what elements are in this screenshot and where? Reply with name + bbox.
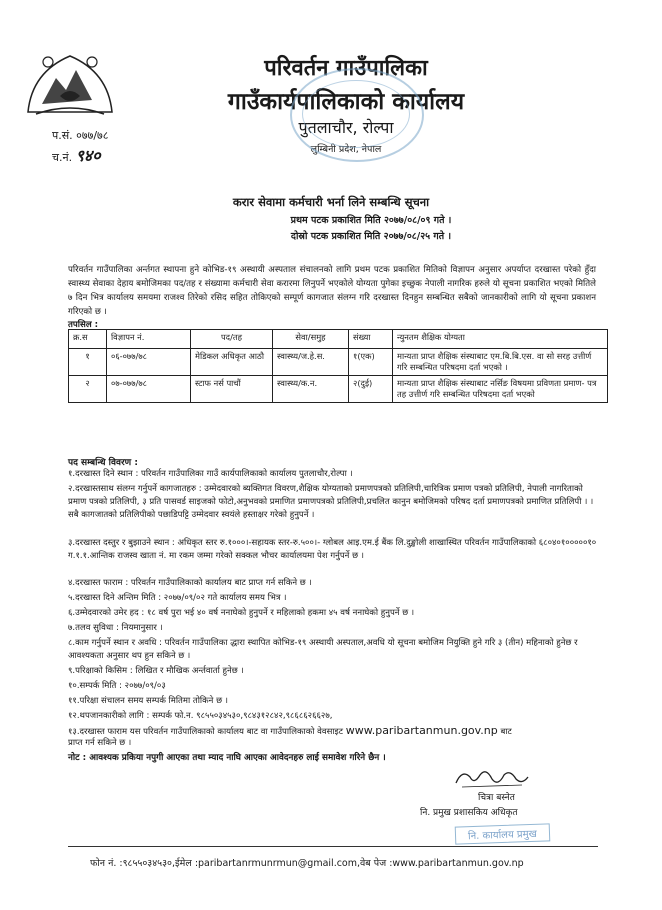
municipality-name: परिवर्तन गाउँपालिका <box>264 56 428 81</box>
table-cell: २ <box>69 376 107 403</box>
notice-intro-paragraph: परिवर्तन गाउँपालिका अर्न्तगत स्थापना हुने कोभिड-१९ अस्थायी अस्पताल संचालनको लागि प्रथम पटक प्रकाशित मितिको विज्ञापन अनुसार अपर्याप्त दरखास्त परेको हुँदा स्वास्थ्य सेवाका देहाय बमोजिमका पद/तह र संख्यामा कर्मचारी सेवा करारमा लिनुपर्ने भएकोले योग्यता पुगेका इच्छुक नेपाली नागरिक हरुले यो सूचना प्रकाशित भएको मितिले ७ दिन भित्र कार्यालय समयमा राजश्व तिरेको रसिद सहित तोकिएको सम्पूर्ण कागजात संलग्न गरि दरखास्त दिनहुन सम्बन्धित सबैको जानकारीको लागि यो सूचना प्रकाशन गरिएको छ । <box>68 265 596 317</box>
detail-item: ८.काम गर्नुपर्ने स्थान र अवधि : परिवर्तन गाउँपालिका द्धारा स्थापित कोभिड-१९ अस्थायी अस्पताल,अवधि यो सूचना बमोजिम नियुक्ति हुने गरि ३ (तीन) महिनाको हुनेछ र आवश्यकता अनुसार थप हुन सकिने छ । <box>68 638 578 661</box>
office-name: गाउँकार्यपालिकाको कार्यालय <box>227 89 465 115</box>
positions-table <box>68 329 608 403</box>
detail-item: ९.परिक्षाको किसिम : लिखित र मौखिक अर्न्तवार्ता हुनेछ । <box>68 666 244 676</box>
website-link[interactable]: www.paribartanmun.gov.np <box>345 724 498 737</box>
detail-item: २.दरखास्तसाथ संलग्न गर्नुपर्ने कागजातहरु : उम्मेदवारको ब्यक्तिगत विवरण,शैक्षिक योग्यताको प्रमाणपत्रको प्रतिलिपी,चारित्रिक प्रमाण पत्रको प्रतिलिपी, नेपाली नागरिताको प्रमाण पत्रको प्रतिलिपी, ३ प्रति पासवर्ड साइजको फोटो,अनुभवको प्रमाणित प्रमाणपत्रको प्रतिलिपी,प्रचलित कानुन बमोजिमको परिषद दर्ता प्रमाणपत्रको प्रमाणित प्रतिलिपी । । सबै कागजातको प्रतिलिपीको पछाडिपट्टि उम्मेदवार स्वयंले हस्ताक्षर गरेको हुनुपर्ने । <box>68 484 594 520</box>
signatory-name: चित्रा बस्नेत <box>478 793 515 803</box>
table-row <box>69 376 608 403</box>
detail-item: ५.दरखास्त दिने अन्तिम मिति : २०७७/०९/०२ गते कार्यालय समय भित्र । <box>68 593 287 603</box>
detail-item: ११.परिक्षा संचालन समय सम्पर्क मितिमा तोकिने छ । <box>68 696 228 706</box>
notice-title: करार सेवामा कर्मचारी भर्ना लिने सम्बन्धि सूचना <box>232 195 430 209</box>
designation-stamp: नि. कार्यालय प्रमुख <box>455 823 550 844</box>
table-cell: स्वास्थ्य/क.न. <box>273 376 349 403</box>
col-header-service: सेवा/समुह <box>273 330 349 349</box>
table-header-row <box>69 330 608 349</box>
table-cell: ०७-०७७/७८ <box>107 376 191 403</box>
detail-item-13-text: १३.दरखास्त फाराम यस परिवर्तन गाउँपालिकाको कार्यालय बाट वा गाउँपालिकाको वेवसाइट <box>68 727 344 737</box>
office-location: पुतलाचौर, रोल्पा <box>298 118 394 137</box>
detail-item: ४.दरखास्त फाराम : परिवर्तन गाउँपालिकाको कार्यालय बाट प्राप्त गर्न सकिने छ । <box>68 578 312 588</box>
col-header-post: पद/तह <box>191 330 273 349</box>
dispatch-value: ९४० <box>75 146 101 165</box>
detail-item: १.दरखास्त दिने स्थान : परिवर्तन गाउँपालिका गाउँ कार्यपालिकाको कार्यालय पुतलाचौर,रोल्पा । <box>68 469 353 479</box>
table-cell: १ <box>69 349 107 376</box>
table-cell: १(एक) <box>349 349 393 376</box>
details-heading: पद सम्बन्धि विवरण : <box>68 458 138 468</box>
col-header-ad-no: विज्ञापन नं. <box>107 330 191 349</box>
footer-divider <box>68 846 598 847</box>
table-cell: मेडिकल अधिकृत आठौ <box>191 349 273 376</box>
office-seal-inner <box>302 80 410 148</box>
table-row <box>69 349 608 376</box>
signatory-designation: नि. प्रमुख प्रशासकिय अधिकृत <box>420 808 518 818</box>
col-header-qualification: न्युनतम शैक्षिक योग्यता <box>393 330 608 349</box>
col-header-sn: क्र.स <box>69 330 107 349</box>
dispatch-label: च.नं. <box>52 151 73 164</box>
detail-item: ६.उम्मेदवारको उमेर हद : १८ वर्ष पुरा भई ४० वर्ष ननाघेको हुनुपर्ने र महिलाको हकमा ४५ वर्ष ननाघेको हुनुपर्ने छ । <box>68 608 415 618</box>
second-publish-date: दोस्रो पटक प्रकाशित मिति २०७७/०८/२५ गते । <box>290 231 452 242</box>
website-suffix: बाट <box>500 727 512 737</box>
detail-item: १२.थपजानकारीको लागि : सम्पर्क फो.न. ९८५५०३४५३०,९८४३१२८४२,९८६८६२६६२७, <box>68 711 333 721</box>
signature-icon <box>452 765 532 791</box>
table-cell: ०६-०७७/७८ <box>107 349 191 376</box>
detail-item: ३.दरखास्त दस्तुर र बुझाउने स्थान : अधिकृत स्तर रु.१०००।-सहायक स्तर-रु.५००।- ग्लोबल आइ.एम.ई बैंक लि.दुङ्खोली शाखास्थित परिवर्तन गाउँपालिकाको ६८०४०१०००००१० ग.१.१.आन्तिक राजस्व खाता नं. मा रकम जम्मा गरेको सक्कल भौचर कार्यालयमा पेश गर्नुपर्ने छ । <box>68 538 597 561</box>
table-cell: स्टाफ नर्स पाचौं <box>191 376 273 403</box>
province: लुम्बिनी प्रदेश, नेपाल <box>310 144 382 155</box>
note: नोट : आवश्यक प्रकिया नपुगी आएका तथा म्याद नाघि आएका आवेदनहरु लाई समावेश गरिने छैन । <box>68 753 386 763</box>
table-cell: स्वास्थ्य/ज.हे.स. <box>273 349 349 376</box>
detail-item: १०.सम्पर्क मिति : २०७७/०९/०३ <box>68 681 166 691</box>
table-cell: २(दुई) <box>349 376 393 403</box>
dispatch-number <box>52 144 101 166</box>
detail-item: प्राप्त गर्न सकिने छ । <box>68 738 132 748</box>
table-cell: मान्यता प्राप्त शैक्षिक संस्थाबाट नर्सिङ विषयमा प्रविणता प्रमाण- पत्र तह उत्तीर्ण गरि सम्बन्धित परिषदमा दर्ता भएको <box>393 376 608 403</box>
tapsil-label: तपसिल : <box>68 320 99 330</box>
col-header-count: संख्या <box>349 330 393 349</box>
detail-item: ७.तलव सुविधा : नियमानुसार । <box>68 623 163 633</box>
reference-number: प.सं. ०७७/७८ <box>52 129 109 142</box>
first-publish-date: प्रथम पटक प्रकाशित मिति २०७७/०८/०९ गते । <box>290 215 452 226</box>
footer-contact: फोन नं. :९८५५०३४५३०,ईमेल :paribartanrmunrmun@gmail.com,वेब पेज :www.paribartanmun.gov.np <box>90 858 524 869</box>
table-cell: मान्यता प्राप्त शैक्षिक संस्थाबाट एम.बि.बि.एस. वा सो सरह उत्तीर्ण गरि सम्बन्धित परिषदमा दर्ता भएको । <box>393 349 608 376</box>
